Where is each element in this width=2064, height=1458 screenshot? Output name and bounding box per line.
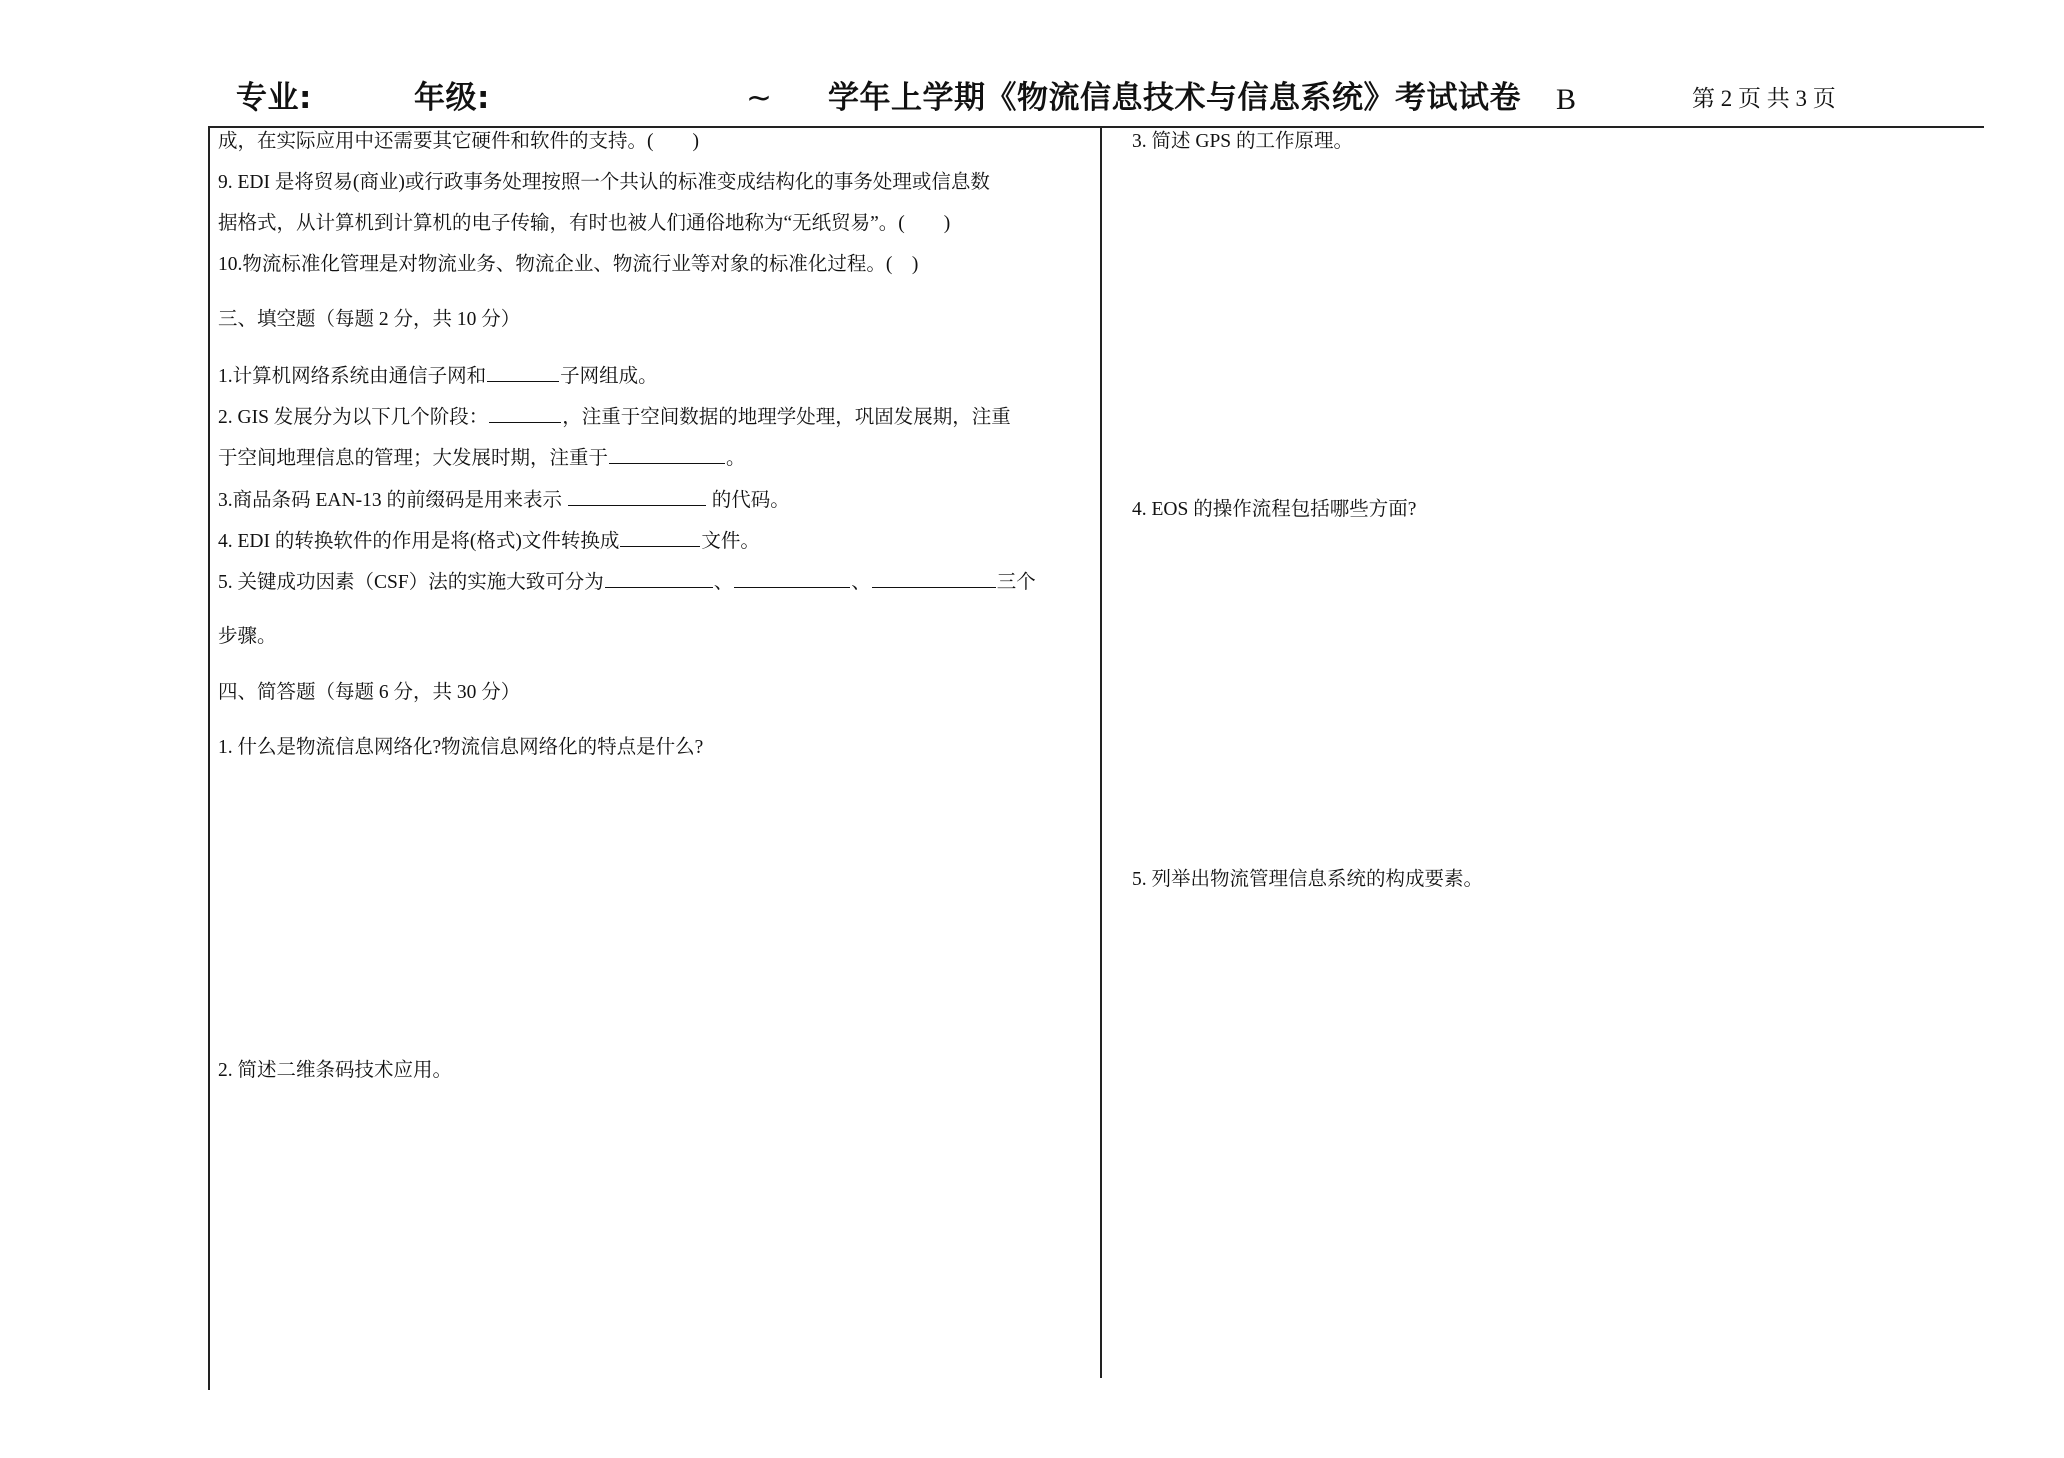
section-4-title: 四、简答题（每题 6 分，共 30 分） [218,682,521,703]
left-margin-line [208,126,210,1390]
answer-blank[interactable] [872,568,996,588]
answer-blank[interactable] [605,568,713,588]
answer-blank[interactable] [620,527,700,547]
exam-title: 学年上学期《物流信息技术与信息系统》考试试卷 [828,80,1521,116]
major-label: 专业: [236,80,312,116]
fill-question-5-line-2: 步骤。 [218,626,277,647]
answer-blank[interactable] [568,486,706,506]
grade-label: 年级: [414,80,490,116]
fill-question-1: 1.计算机网络系统由通信子网和 子网组成。 [218,362,658,390]
year-tilde: ~ [746,80,773,116]
short-answer-question-2: 2. 简述二维条码技术应用。 [218,1060,453,1081]
answer-blank[interactable] [487,362,559,382]
fill-question-5-line-1: 5. 关键成功因素（CSF）法的实施大致可分为 、 、 三个 [218,568,1036,596]
fill-question-4: 4. EDI 的转换软件的作用是将(格式)文件转换成 文件。 [218,527,760,555]
answer-blank[interactable] [609,444,725,464]
short-answer-question-3: 3. 简述 GPS 的工作原理。 [1132,131,1354,152]
page-info: 第 2 页 共 3 页 [1692,86,1836,111]
short-answer-question-1: 1. 什么是物流信息网络化?物流信息网络化的特点是什么? [218,737,704,758]
answer-blank[interactable] [734,568,850,588]
fill-question-3: 3.商品条码 EAN-13 的前缀码是用来表示 的代码。 [218,486,790,514]
answer-blank[interactable] [489,403,561,423]
tf-question-10: 10.物流标准化管理是对物流业务、物流企业、物流行业等对象的标准化过程。( ) [218,254,919,275]
fill-question-2-line-2: 于空间地理信息的管理；大发展时期，注重于 。 [218,444,746,472]
fill-question-2-line-1: 2. GIS 发展分为以下几个阶段： ，注重于空间数据的地理学处理，巩固发展期，注重 [218,403,1011,431]
tf-question-9-line-1: 9. EDI 是将贸易(商业)或行政事务处理按照一个共认的标准变成结构化的事务处理或信息数 [218,172,990,193]
tf-question-8-continued: 成，在实际应用中还需要其它硬件和软件的支持。( ) [218,131,699,152]
short-answer-question-5: 5. 列举出物流管理信息系统的构成要素。 [1132,869,1484,890]
tf-question-9-line-2: 据格式，从计算机到计算机的电子传输，有时也被人们通俗地称为“无纸贸易”。( ) [218,213,951,234]
column-divider [1100,126,1102,1378]
short-answer-question-4: 4. EOS 的操作流程包括哪些方面? [1132,499,1417,520]
paper-variant: B [1556,83,1577,116]
section-3-title: 三、填空题（每题 2 分，共 10 分） [218,309,521,330]
header-rule [208,126,1984,128]
